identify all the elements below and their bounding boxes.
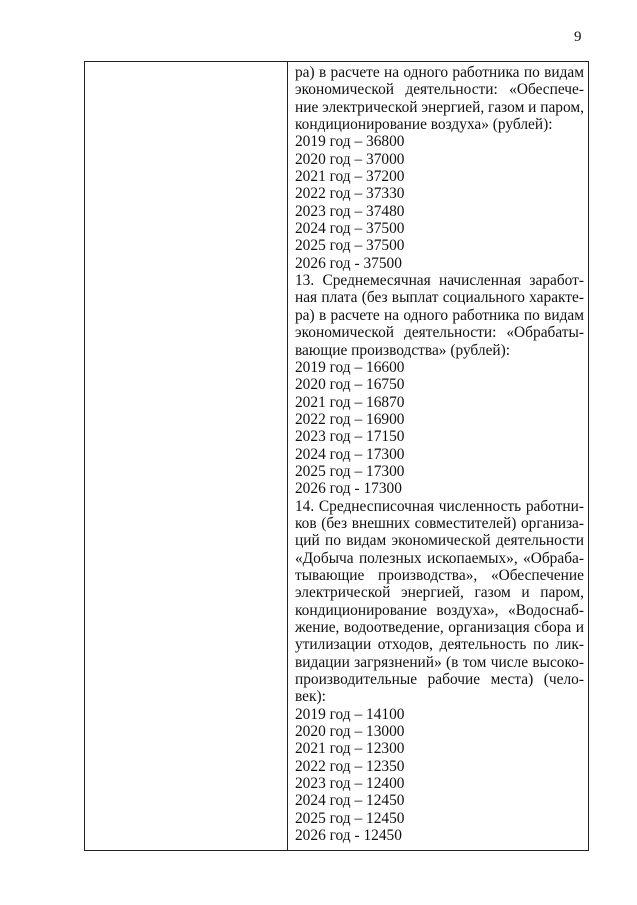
document-table <box>84 61 589 851</box>
text-line: 2023 год – 12400 <box>294 775 405 793</box>
text-line: 2021 год – 12300 <box>294 740 405 758</box>
text-line: 2019 год – 16600 <box>294 358 405 376</box>
text-line: 2020 год – 16750 <box>294 376 405 394</box>
text-line: 2019 год – 36800 <box>294 133 405 151</box>
table-right-column <box>288 62 588 850</box>
page-number: 9 <box>574 29 582 45</box>
text-line: 2026 год - 12450 <box>294 827 402 845</box>
text-line: кондиционирование воздуха», «Водоснаб- <box>294 601 584 619</box>
text-line: 2020 год – 37000 <box>294 150 405 168</box>
text-line: 2022 год – 16900 <box>294 410 405 428</box>
text-line: 2019 год – 14100 <box>294 705 405 723</box>
text-line: экономической деятельности: «Обеспече- <box>294 81 584 99</box>
text-line: ние электрической энергией, газом и паром, <box>294 98 584 116</box>
text-line: ра) в расчете на одного работника по видам <box>294 306 584 324</box>
text-line: 2021 год – 16870 <box>294 393 405 411</box>
text-line: 2025 год – 37500 <box>294 237 405 255</box>
text-line: 2023 год – 37480 <box>294 202 405 220</box>
text-line: экономической деятельности: «Обрабаты- <box>294 324 584 342</box>
text-line: 2021 год – 37200 <box>294 168 405 186</box>
text-line: электрической энергией, газом и паром, <box>294 584 584 602</box>
text-line: ков (без внешних совместителей) организа- <box>294 514 584 532</box>
text-line: «Добыча полезных ископаемых», «Обраба- <box>294 549 584 567</box>
text-line: 2026 год - 17300 <box>294 480 402 498</box>
text-line: 2025 год – 17300 <box>294 462 405 480</box>
text-line: 2024 год – 12450 <box>294 792 405 810</box>
text-line: жение, водоотведение, организация сбора и <box>294 619 584 636</box>
text-line: 2024 год – 37500 <box>294 220 405 238</box>
text-line: 2022 год – 37330 <box>294 185 405 203</box>
text-line: 2022 год – 12350 <box>294 757 405 775</box>
text-line: производительные рабочие места) (чело- <box>294 671 584 689</box>
text-line: утилизации отходов, деятельность по лик- <box>294 636 584 654</box>
text-line: ций по видам экономической деятельности <box>294 532 584 550</box>
table-left-column <box>85 62 288 850</box>
text-line: кондиционирование воздуха» (рублей): <box>294 116 553 134</box>
text-line: видации загрязнений» (в том числе высоко- <box>294 653 584 671</box>
text-line: тывающие производства», «Обеспечение <box>294 566 584 584</box>
text-line: вающие производства» (рублей): <box>294 341 511 359</box>
text-line: 13. Среднемесячная начисленная заработ- <box>294 272 584 290</box>
text-line: 2025 год – 12450 <box>294 809 405 827</box>
text-line: 2023 год – 17150 <box>294 428 405 446</box>
text-line: 2026 год - 37500 <box>294 254 402 272</box>
text-line: век): <box>294 688 326 706</box>
text-line: 2024 год – 17300 <box>294 445 405 463</box>
text-line: 14. Среднесписочная численность работни- <box>294 497 584 515</box>
text-line: ная плата (без выплат социального характе- <box>294 289 584 307</box>
text-line: 2020 год – 13000 <box>294 723 405 741</box>
text-line: ра) в расчете на одного работника по видам <box>294 64 584 81</box>
